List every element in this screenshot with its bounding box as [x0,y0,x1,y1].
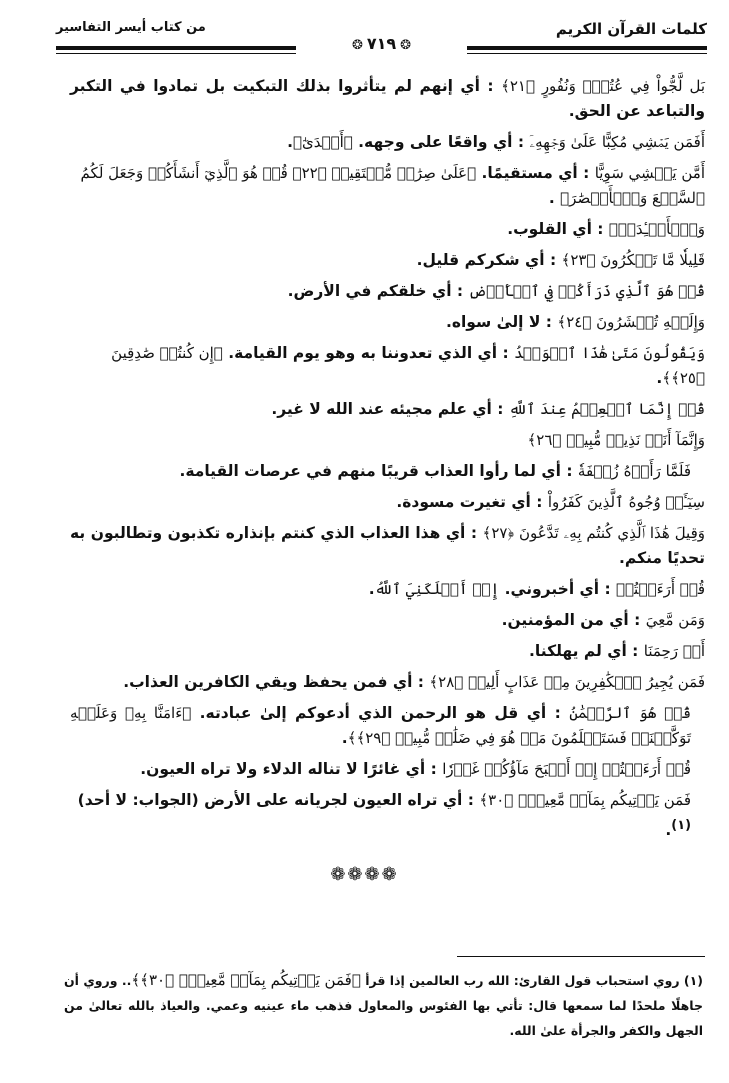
quran-phrase: قُلۡ أَرَءَيۡتُمۡ [616,580,705,598]
quran-phrase: قُلۡ أَرَءَيۡتُمۡ إِنۡ أَصۡبَحَ مَآؤُكُمۡ غَوۡرٗا [442,760,691,778]
gloss-text: . [287,133,293,151]
gloss-text: : أي تراه العيون لجريانه على الأرض (الجواب: لا أحد) [77,791,480,809]
ornament-icon: ❂ [400,38,412,53]
gloss-line [70,788,705,843]
quran-phrase: ﴿ءَامَنَّا بِهِۦ وَعَلَيۡهِ تَوَكَّلۡنَاۖ فَسَتَعۡلَمُونَ مَنۡ هُوَ فِي ضَلَٰلٖ مُّبِينٖ ﴿٢٩﴾﴾ [70,704,691,747]
gloss-line [70,428,705,453]
quran-phrase: أَفَمَن يَمۡشِي مُكِبًّا عَلَىٰ وَجۡهِهِۦٓ [529,133,705,151]
quran-phrase: وَقِيلَ هَٰذَا ٱلَّذِي كُنتُم بِهِۦ تَدَّعُونَ ﴿٢٧﴾ [482,524,706,542]
gloss-text: : أي مستقيمًا. [476,164,595,182]
page-number-block [348,34,415,53]
quran-phrase: أَمَّن يَمۡشِي سَوِيًّا [594,164,705,182]
quran-phrase: فَمَن يُجِيرُ ٱلۡكَٰفِرِينَ مِنۡ عَذَابٍ أَلِيمٖ ﴿٢٨﴾ [429,673,705,691]
gloss-text: : أي القلوب. [507,220,609,238]
gloss-line [70,670,705,695]
quran-phrase: وَيَقُولُونَ مَتَىٰ هَٰذَا ٱلۡوَعۡدُ [514,344,705,362]
gloss-text: : أي لما رأوا العذاب قريبًا منهم في عرصات القيامة. [179,462,578,480]
gloss-text: : لا إلىٰ سواه. [445,313,558,331]
quran-phrase: سِيٓـَٔتۡ وُجُوهُ ٱلَّذِينَ كَفَرُواْ [547,493,705,511]
gloss-text: : أي خلقكم في الأرض. [287,282,469,300]
gloss-text: : أي قل هو الرحمن الذي أدعوكم إلىٰ عبادته. [191,704,570,722]
quran-phrase: وَمَن مَّعِيَ [645,611,705,629]
quran-phrase: ﴿عَلَىٰ صِرَٰطٖ مُّسۡتَقِيمٖ ﴿٢٢﴾ قُلۡ هُوَ ٱلَّذِيٓ أَنشَأَكُمۡ وَجَعَلَ لَكُمُ ٱلسَّمۡعَ وَٱلۡأَبۡصَٰرَ﴾ [80,164,705,207]
header-rule-left-thin [56,53,296,54]
gloss-line [70,161,705,211]
gloss-line [70,757,705,782]
header-rule-left [56,46,296,50]
gloss-line [70,521,705,571]
gloss-text: : أي شكركم قليل. [416,251,562,269]
quran-phrase: قُلۡ هُوَ ٱلَّذِي ذَرَأَكُمۡ فِي ٱلۡأَرۡضِ [468,282,705,300]
gloss-line [70,248,705,273]
gloss-line [70,459,705,484]
gloss-text: . [368,580,375,598]
gloss-text: : أي علم مجيئه عند الله لا غير. [271,400,509,418]
gloss-line [70,577,705,602]
gloss-line [70,341,705,391]
page-header [56,20,707,62]
gloss-text: : أي تغيرت مسودة. [396,493,548,511]
gloss-line [70,279,705,304]
footnote-ref[interactable]: (١) [671,818,691,833]
gloss-line [70,701,705,751]
quran-phrase: قُلۡ هُوَ ٱلرَّحۡمَٰنُ [569,704,692,722]
gloss-text: : أي لم يهلكنا. [529,642,644,660]
gloss-text: : أي فمن يحفظ ويقي الكافرين العذاب. [123,673,430,691]
quran-phrase: أَوۡ رَحِمَنَا [643,642,705,660]
quran-phrase: ﴿فَمَن يَأۡتِيكُم بِمَآءٖ مَّعِينِۭ ﴿٣٠﴾﴾ [131,971,361,989]
gloss-line [70,130,705,155]
quran-phrase: إِنۡ أَهۡلَكَنِيَ ٱللَّهُ [374,580,500,598]
footnote-text: روي استحباب قول القارئ: الله رب العالمين إذا قرأ [360,973,684,988]
quran-phrase: ﴿إِن كُنتُمۡ صَٰدِقِينَ ﴿٢٥﴾﴾ [111,344,705,387]
header-rule-right [467,46,707,50]
ornament-icon: ❂ [351,38,363,53]
quran-phrase: وَإِلَيۡهِ تُحۡشَرُونَ ﴿٢٤﴾ [557,313,705,331]
footnote-text: .. وروي أن جاهلًا ملحدًا لما سمعها قال: تأتي بها الفئوس والمعاول فذهب ماء عينيه وعمي. والعياذ بالله تعالىٰ من الجهل والكفر والجرأة علىٰ الله. [64,973,703,1038]
footnote-rule [457,956,705,957]
gloss-text: : أي الذي تعدوننا به وهو يوم القيامة. [222,344,515,362]
gloss-text: : أي إنهم لم يتأثروا بذلك التبكيت بل تمادوا في التكبر والتباعد عن الحق. [70,77,705,120]
gloss-text: : أي واقعًا على وجهه. [352,133,530,151]
footnote [64,968,703,1043]
gloss-text: : أي هذا العذاب الذي كنتم بإنذاره تكذبون وتطالبون به تحديًا منكم. [70,524,705,567]
gloss-text: . [665,821,672,840]
footnote-marker: (١) [683,973,703,988]
page-number: ٧١٩ [366,34,397,53]
quran-phrase: بَل لَّجُّواْ فِي عُتُوّٖ وَنُفُورٍ ﴿٢١﴾ [501,77,705,95]
quran-phrase: قَلِيلٗا مَّا تَشۡكُرُونَ ﴿٢٣﴾ [561,251,705,269]
quran-phrase: وَٱلۡأَفۡـِٔدَةَۚ [608,220,705,238]
gloss-line [70,217,705,242]
gloss-text: . [341,729,348,747]
gloss-text: . [656,369,663,387]
gloss-line [70,74,705,124]
gloss-text: : أي من المؤمنين. [501,611,646,629]
quran-phrase: فَلَمَّا رَأَوۡهُ زُلۡفَةٗ [577,462,691,480]
source-title: من كتاب أيسر التفاسير [56,20,206,35]
page-body [70,74,705,849]
gloss-line [70,490,705,515]
gloss-line [70,608,705,633]
gloss-text: : أي غائرًا لا تناله الدلاء ولا تراه العيون. [140,760,443,778]
quran-phrase: ﴿أَهۡدَىٰٓ﴾ [292,133,353,151]
gloss-line [70,639,705,664]
quran-phrase: قُلۡ إِنَّمَا ٱلۡعِلۡمُ عِندَ ٱللَّهِ [508,400,705,418]
quran-phrase: فَمَن يَأۡتِيكُم بِمَآءٖ مَّعِينِۭ ﴿٣٠﴾ [479,791,691,809]
section-separator: ❁❁❁❁ [330,864,399,885]
header-rule-right-thin [467,53,707,54]
book-title: كلمات القرآن الكريم [555,20,707,38]
gloss-line [70,397,705,422]
gloss-text: : أي أخبروني. [499,580,617,598]
gloss-text: . [548,189,561,207]
gloss-line [70,310,705,335]
quran-phrase: وَإِنَّمَآ أَنَا۠ نَذِيرٞ مُّبِينٞ ﴿٢٦﴾ [527,431,705,449]
